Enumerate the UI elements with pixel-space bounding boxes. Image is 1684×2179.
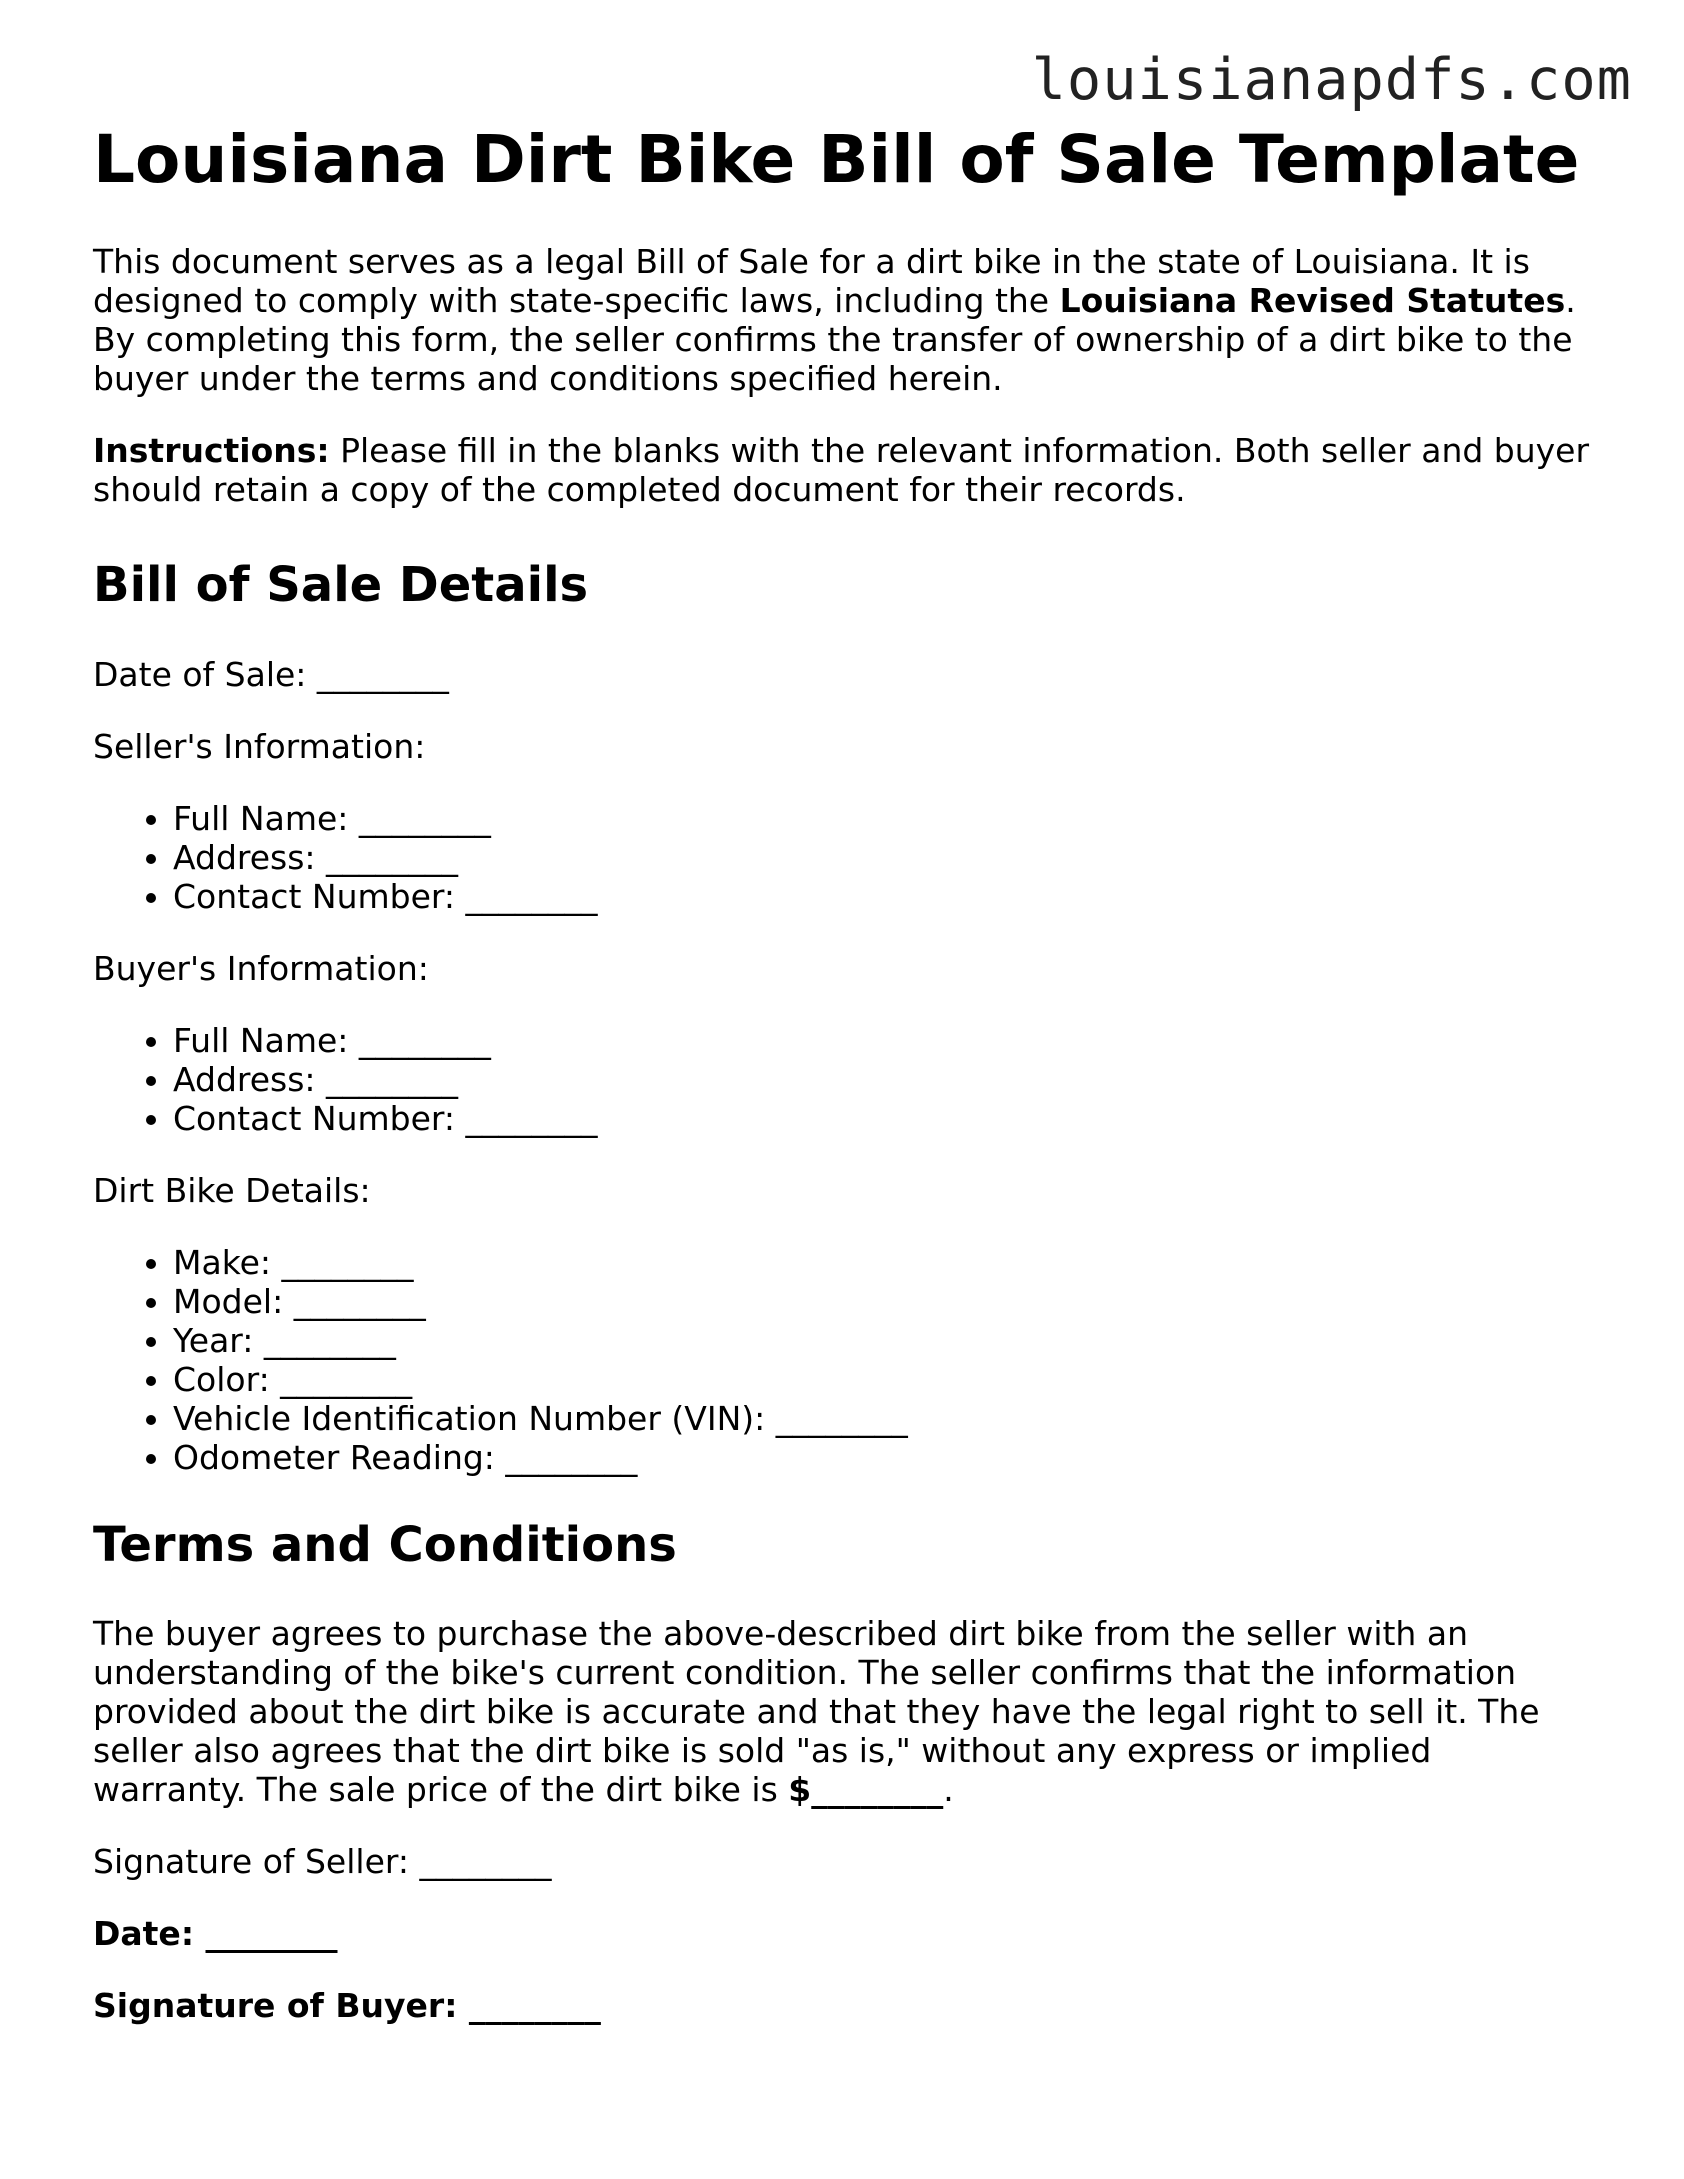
- terms-heading: Terms and Conditions: [93, 1517, 677, 1573]
- date-of-sale-field: Date of Sale: ________: [93, 655, 449, 694]
- bike-details-list: [93, 1243, 1593, 1477]
- intro-text-before: This document serves as a legal Bill of Sale for a dirt bike in the state of Louisiana. It is designed to comply with state-specific laws, including the: [93, 242, 1530, 320]
- watermark: louisianapdfs.com: [1031, 47, 1632, 113]
- signature-date-field: [93, 1914, 1593, 1953]
- buyer-signature-field: [93, 1986, 1593, 2025]
- buyer-address-field: • Address: ________: [173, 1060, 1593, 1099]
- seller-info-label: Seller's Information:: [93, 727, 426, 766]
- intro-statute: Louisiana Revised Statutes: [1059, 281, 1566, 320]
- document-page: [93, 118, 1593, 2025]
- terms-paragraph: [93, 1614, 1593, 1809]
- instructions-text: Please fill in the blanks with the relevant information. Both seller and buyer should retain a copy of the completed document for their records.: [93, 431, 1590, 509]
- intro-text-after: . By completing this form, the seller confirms the transfer of ownership of a dirt bike to the buyer under the terms and conditions specified herein.: [93, 281, 1576, 398]
- seller-signature-field: Signature of Seller: ________: [93, 1842, 552, 1881]
- seller-full-name-field: • Full Name: ________: [173, 799, 1593, 838]
- bike-vin-field: • Vehicle Identification Number (VIN): ________: [173, 1399, 1593, 1438]
- intro-paragraph: [93, 242, 1593, 398]
- bike-model-field: • Model: ________: [173, 1282, 1593, 1321]
- seller-address-field: • Address: ________: [173, 838, 1593, 877]
- buyer-signature-text: Signature of Buyer: ________: [93, 1986, 601, 2025]
- buyer-info-list: [93, 1021, 1593, 1138]
- instructions-label: Instructions:: [93, 431, 330, 470]
- buyer-full-name-field: • Full Name: ________: [173, 1021, 1593, 1060]
- terms-end: .: [943, 1770, 954, 1809]
- page-title: Louisiana Dirt Bike Bill of Sale Template: [93, 121, 1580, 198]
- sale-price-field: $________: [788, 1770, 944, 1809]
- signature-date-text: Date: ________: [93, 1914, 338, 1953]
- seller-info-list: [93, 799, 1593, 916]
- buyer-contact-field: • Contact Number: ________: [173, 1099, 1593, 1138]
- bike-odometer-field: • Odometer Reading: ________: [173, 1438, 1593, 1477]
- bike-details-label: Dirt Bike Details:: [93, 1171, 371, 1210]
- buyer-info-label: Buyer's Information:: [93, 949, 429, 988]
- bike-make-field: • Make: ________: [173, 1243, 1593, 1282]
- terms-text: The buyer agrees to purchase the above-described dirt bike from the seller with an understanding of the bike's current condition. The seller confirms that the information provided about the dirt bike is accurate and that they have the legal right to sell it. The seller also agrees that the dirt bike is sold "as is," without any express or implied warranty. The sale price of the dirt bike is: [93, 1614, 1540, 1809]
- instructions-paragraph: [93, 431, 1593, 509]
- bike-year-field: • Year: ________: [173, 1321, 1593, 1360]
- details-heading: Bill of Sale Details: [93, 557, 589, 613]
- bike-color-field: • Color: ________: [173, 1360, 1593, 1399]
- seller-contact-field: • Contact Number: ________: [173, 877, 1593, 916]
